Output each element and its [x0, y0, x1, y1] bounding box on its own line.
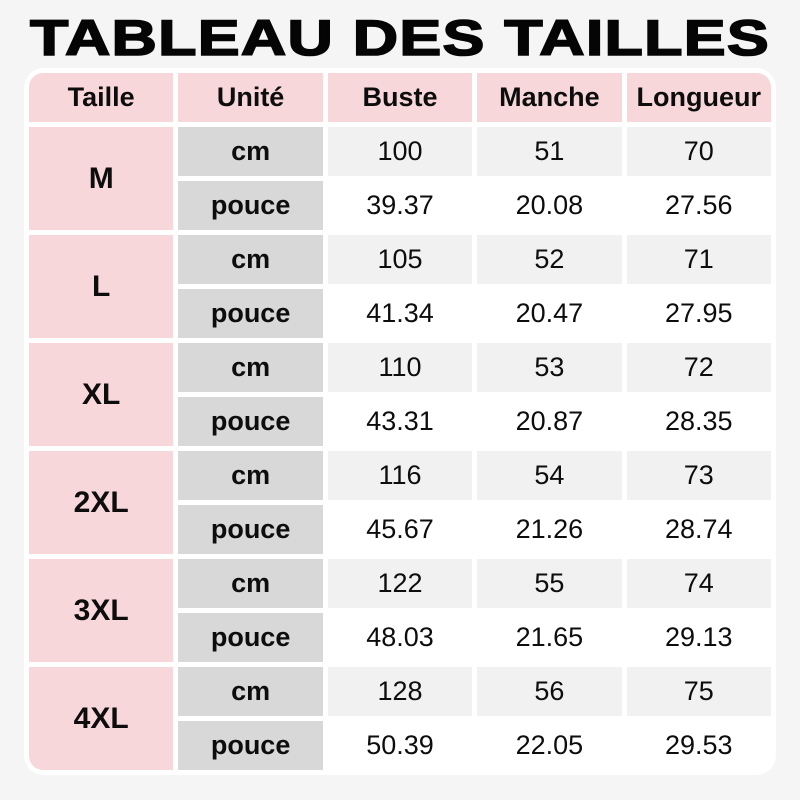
value-2xl-pouce-manche: 21.26: [477, 505, 621, 554]
value-l-cm-buste: 105: [328, 235, 472, 284]
size-cell-2xl: 2XL: [29, 451, 173, 554]
value-4xl-pouce-longueur: 29.53: [627, 721, 771, 770]
unit-cell-4xl-cm: cm: [178, 667, 322, 716]
unit-cell-m-pouce: pouce: [178, 181, 322, 230]
value-4xl-cm-buste: 128: [328, 667, 472, 716]
value-3xl-pouce-longueur: 29.13: [627, 613, 771, 662]
value-m-cm-longueur: 70: [627, 127, 771, 176]
column-header-longueur: Longueur: [627, 73, 771, 122]
unit-cell-4xl-pouce: pouce: [178, 721, 322, 770]
value-2xl-pouce-buste: 45.67: [328, 505, 472, 554]
value-3xl-pouce-buste: 48.03: [328, 613, 472, 662]
table-row-4xl-cm: [29, 667, 771, 716]
column-header-manche: Manche: [477, 73, 621, 122]
header-row: [29, 73, 771, 122]
value-m-cm-manche: 51: [477, 127, 621, 176]
unit-cell-2xl-pouce: pouce: [178, 505, 322, 554]
value-m-pouce-buste: 39.37: [328, 181, 472, 230]
value-xl-pouce-longueur: 28.35: [627, 397, 771, 446]
value-m-pouce-manche: 20.08: [477, 181, 621, 230]
size-cell-m: M: [29, 127, 173, 230]
value-2xl-cm-buste: 116: [328, 451, 472, 500]
value-l-cm-manche: 52: [477, 235, 621, 284]
column-header-unite: Unité: [178, 73, 322, 122]
value-l-cm-longueur: 71: [627, 235, 771, 284]
value-xl-cm-manche: 53: [477, 343, 621, 392]
value-4xl-cm-longueur: 75: [627, 667, 771, 716]
value-2xl-cm-manche: 54: [477, 451, 621, 500]
unit-cell-3xl-pouce: pouce: [178, 613, 322, 662]
value-xl-pouce-manche: 20.87: [477, 397, 621, 446]
table-row-l-cm: [29, 235, 771, 284]
value-2xl-cm-longueur: 73: [627, 451, 771, 500]
page-title: TABLEAU DES TAILLES: [30, 10, 770, 66]
value-xl-pouce-buste: 43.31: [328, 397, 472, 446]
unit-cell-xl-pouce: pouce: [178, 397, 322, 446]
size-table: [24, 68, 776, 775]
value-xl-cm-buste: 110: [328, 343, 472, 392]
value-xl-cm-longueur: 72: [627, 343, 771, 392]
value-3xl-cm-buste: 122: [328, 559, 472, 608]
value-3xl-cm-longueur: 74: [627, 559, 771, 608]
value-4xl-pouce-manche: 22.05: [477, 721, 621, 770]
size-table-body: [29, 127, 771, 770]
column-header-buste: Buste: [328, 73, 472, 122]
value-3xl-pouce-manche: 21.65: [477, 613, 621, 662]
unit-cell-2xl-cm: cm: [178, 451, 322, 500]
size-cell-xl: XL: [29, 343, 173, 446]
column-header-taille: Taille: [29, 73, 173, 122]
value-l-pouce-manche: 20.47: [477, 289, 621, 338]
value-m-cm-buste: 100: [328, 127, 472, 176]
value-2xl-pouce-longueur: 28.74: [627, 505, 771, 554]
size-cell-4xl: 4XL: [29, 667, 173, 770]
page-title-wrap: [0, 0, 800, 66]
page-title-graphic: [28, 10, 776, 66]
table-row-m-cm: [29, 127, 771, 176]
value-4xl-cm-manche: 56: [477, 667, 621, 716]
unit-cell-xl-cm: cm: [178, 343, 322, 392]
value-l-pouce-buste: 41.34: [328, 289, 472, 338]
value-m-pouce-longueur: 27.56: [627, 181, 771, 230]
size-table-card: [24, 68, 776, 775]
table-row-3xl-cm: [29, 559, 771, 608]
value-4xl-pouce-buste: 50.39: [328, 721, 472, 770]
unit-cell-l-pouce: pouce: [178, 289, 322, 338]
unit-cell-l-cm: cm: [178, 235, 322, 284]
unit-cell-m-cm: cm: [178, 127, 322, 176]
value-3xl-cm-manche: 55: [477, 559, 621, 608]
table-row-2xl-cm: [29, 451, 771, 500]
table-row-xl-cm: [29, 343, 771, 392]
value-l-pouce-longueur: 27.95: [627, 289, 771, 338]
size-cell-l: L: [29, 235, 173, 338]
size-table-head: [29, 73, 771, 122]
size-cell-3xl: 3XL: [29, 559, 173, 662]
unit-cell-3xl-cm: cm: [178, 559, 322, 608]
